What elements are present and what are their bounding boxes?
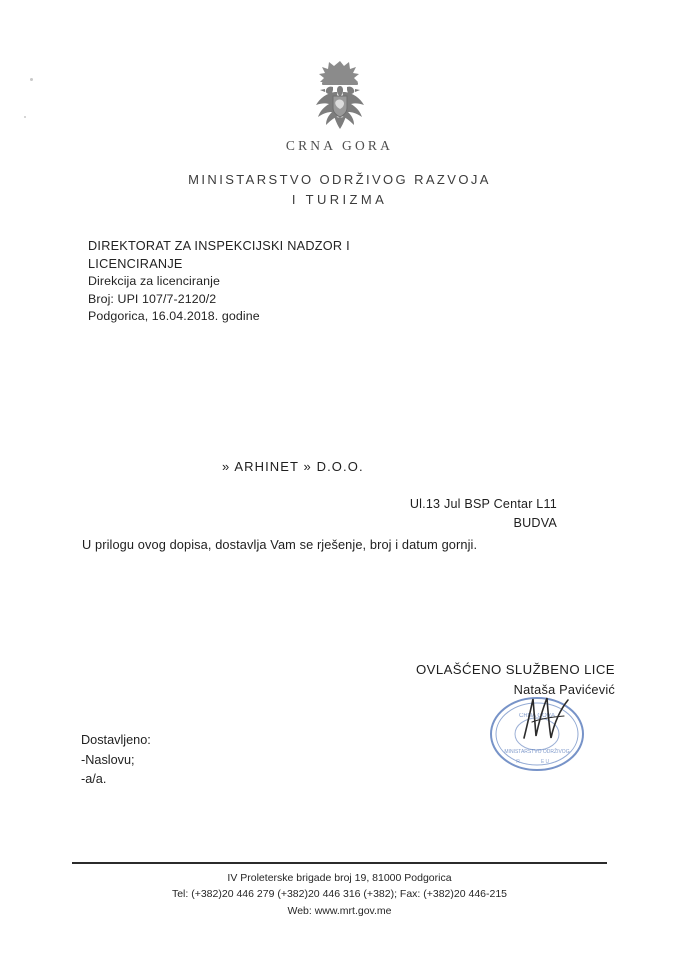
footer-web: Web: www.mrt.gov.me: [287, 904, 392, 917]
country-name: CRNA GORA: [285, 138, 394, 153]
reference-block: [88, 237, 418, 326]
directorate-name: DIREKTORAT ZA INSPEKCIJSKI NADZOR I LICENCIRANJE: [88, 239, 350, 272]
footer-address: IV Proleterske brigade broj 19, 81000 Podgorica: [227, 872, 452, 884]
delivery-item-1: -Naslovu;: [81, 752, 135, 767]
delivery-item-2: -a/a.: [81, 772, 107, 787]
handwritten-signature: [518, 692, 578, 744]
ministry-name: [0, 170, 679, 210]
delivery-heading: Dostavljeno:: [81, 733, 151, 747]
footer-divider: [72, 862, 607, 864]
document-number: Broj: UPI 107/7-2120/2: [88, 291, 217, 306]
footer-contacts: Tel: (+382)20 446 279 (+382)20 446 316 (+382); Fax: (+382)20 446-215: [171, 888, 508, 901]
addressee-city: BUDVA: [513, 516, 557, 530]
ministry-line-1: MINISTARSTVO ODRŽIVOG RAZVOJA: [188, 172, 491, 187]
svg-text:E U: E U: [540, 759, 550, 765]
coat-of-arms-icon: [297, 58, 383, 130]
addressee-street: Ul.13 Jul BSP Centar L11: [409, 497, 557, 511]
addressee-company: » ARHINET » D.O.O.: [222, 459, 364, 474]
ministry-line-2: I TURIZMA: [291, 192, 388, 208]
signatory-title: OVLAŠĆENO SLUŽBENO LICE: [415, 662, 615, 677]
footer-block: [0, 870, 679, 919]
svg-text:MINISTARSTVO ODRŽIVOG: MINISTARSTVO ODRŽIVOG: [504, 749, 570, 755]
signatory-name: Nataša Pavićević: [513, 682, 615, 697]
letterhead: [0, 58, 679, 210]
place-and-date: Podgorica, 16.04.2018. godine: [88, 309, 260, 324]
letter-body: U prilogu ovog dopisa, dostavlja Vam se rješenje, broj i datum gornji.: [82, 537, 478, 552]
department-name: Direkcija za licenciranje: [88, 274, 220, 289]
svg-text:R: R: [516, 759, 520, 765]
svg-text:CRNA GORA: CRNA GORA: [518, 713, 556, 719]
delivery-list: [81, 731, 151, 790]
